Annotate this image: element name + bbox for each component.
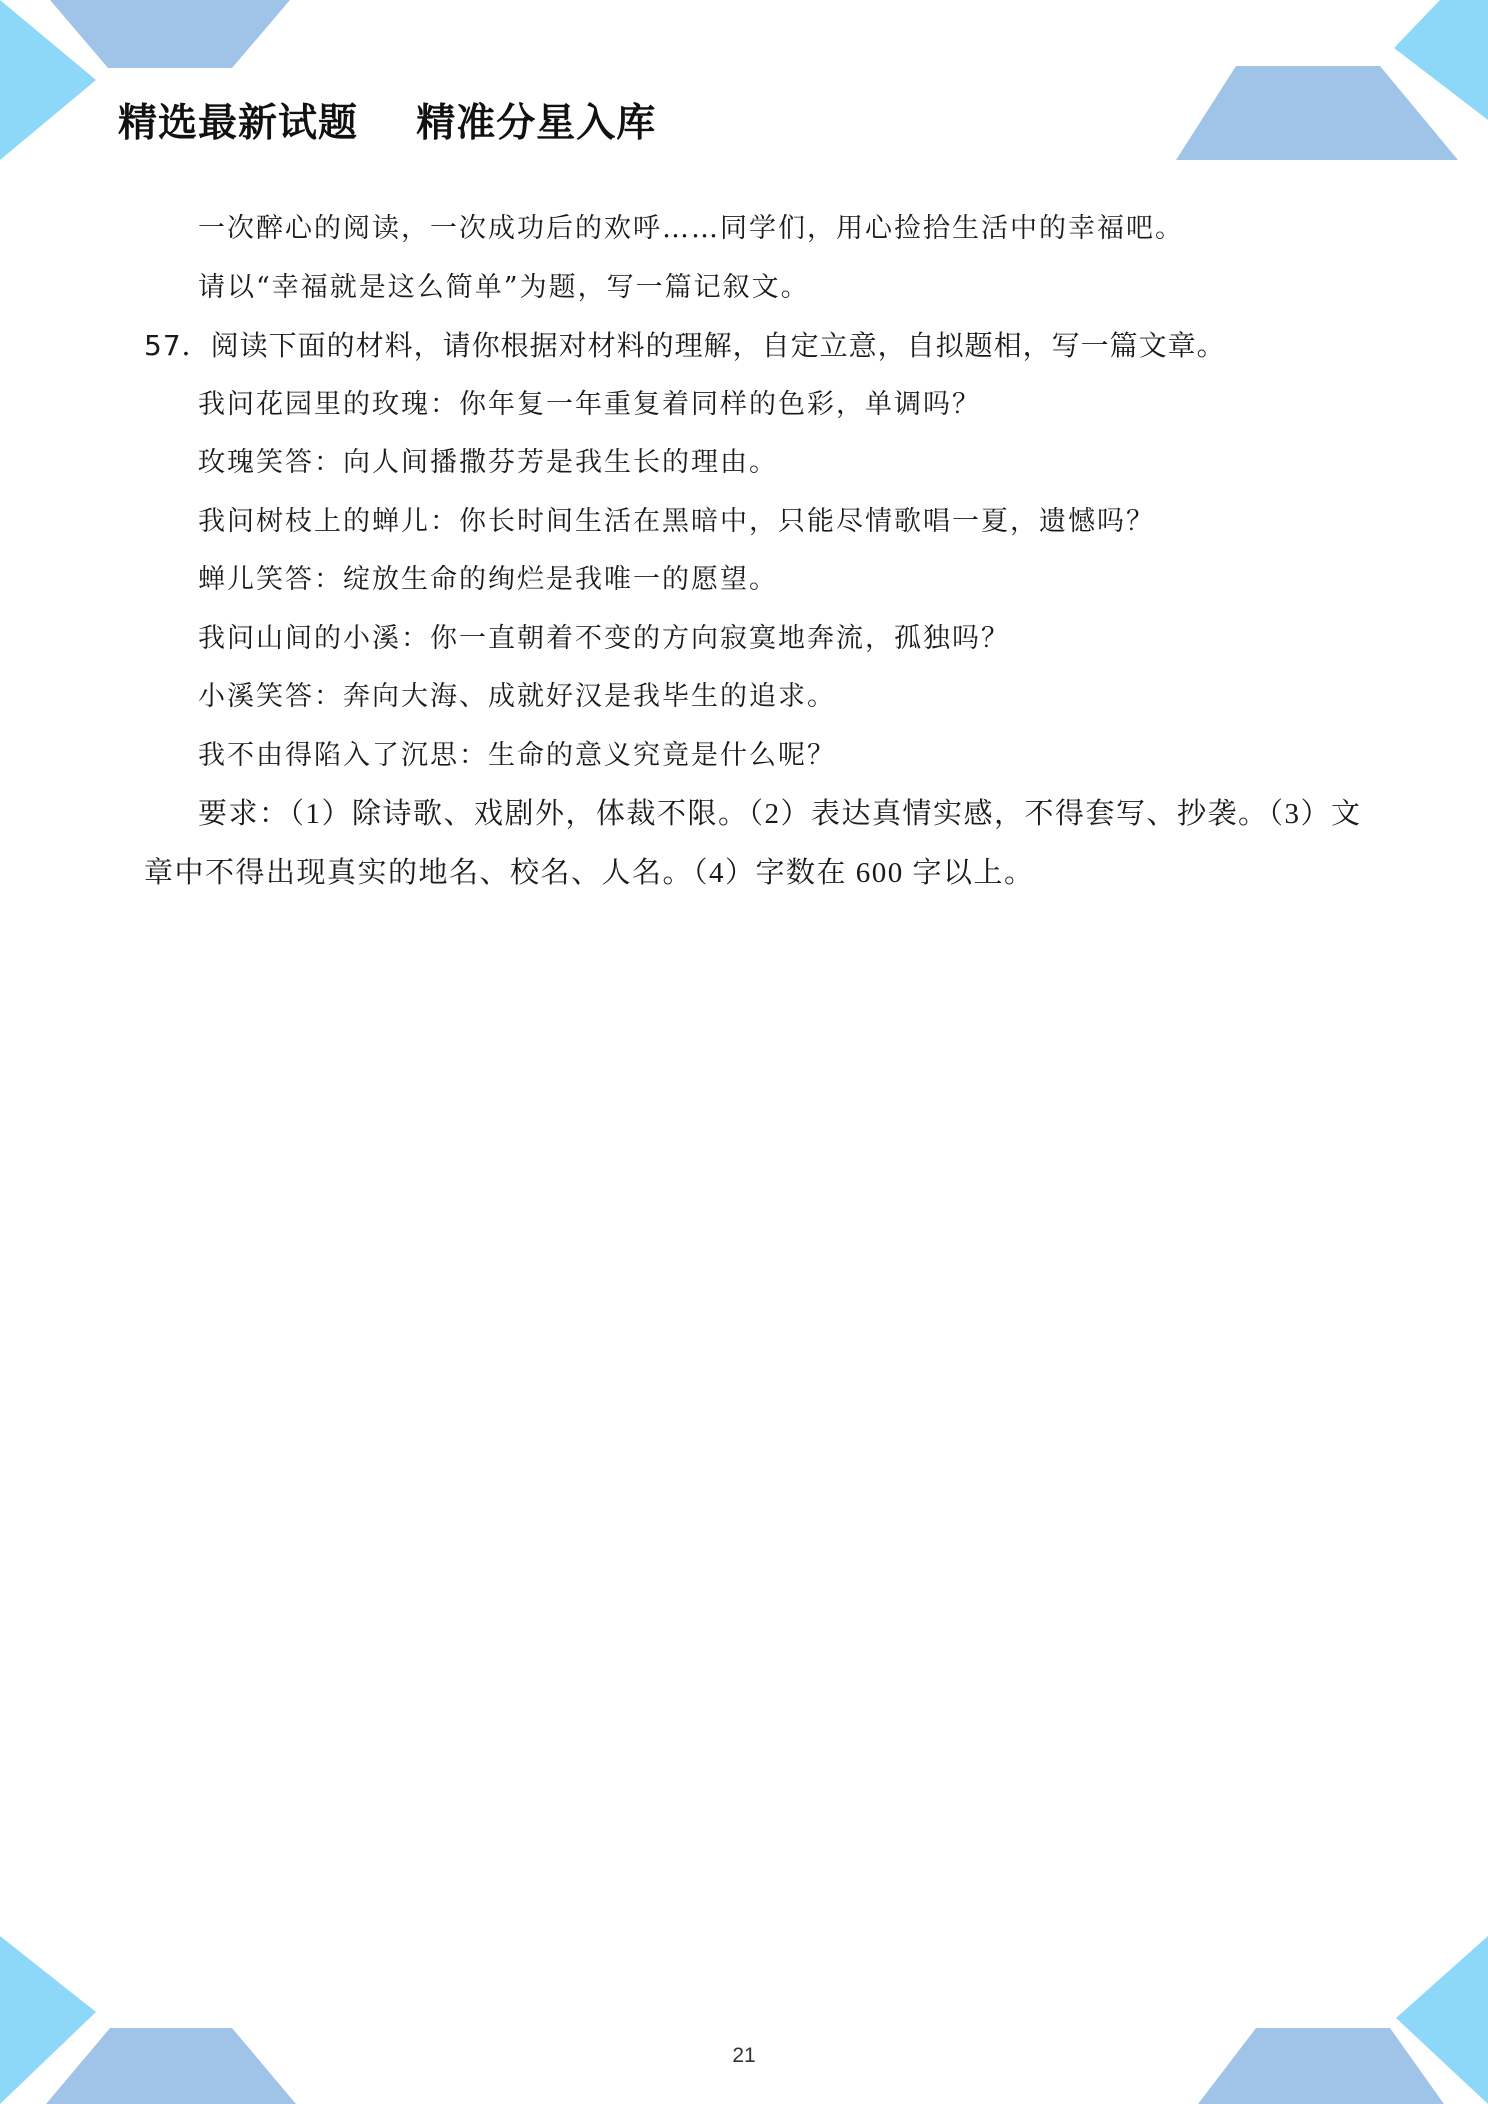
requirements-line: 章中不得出现真实的地名、校名、人名。（4）字数在 600 字以上。 bbox=[144, 856, 1035, 889]
header-title: 精选最新试题 精准分星入库 bbox=[118, 101, 657, 146]
document-body bbox=[144, 200, 1362, 902]
page-number: 21 bbox=[732, 2044, 756, 2067]
top-right-decoration bbox=[1176, 0, 1488, 160]
body-line: 我问树枝上的蝉儿：你长时间生活在黑暗中，只能尽情歌唱一夏，遗憾吗？ bbox=[198, 505, 1155, 537]
top-right-trapezoid bbox=[1176, 66, 1458, 160]
body-line: 我不由得陷入了沉思：生命的意义究竟是什么呢？ bbox=[198, 739, 836, 771]
body-line: 我问山间的小溪：你一直朝着不变的方向寂寞地奔流，孤独吗？ bbox=[198, 622, 1010, 654]
question-heading: 57．阅读下面的材料，请你根据对材料的理解，自定立意，自拟题相，写一篇文章。 bbox=[144, 329, 1226, 362]
body-line: 小溪笑答：奔向大海、成就好汉是我毕生的追求。 bbox=[198, 681, 836, 712]
bottom-right-decoration bbox=[1198, 1936, 1488, 2104]
body-line: 请以“幸福就是这么简单”为题，写一篇记叙文。 bbox=[198, 271, 810, 303]
requirements-line: 要求：（1）除诗歌、戏剧外，体裁不限。（2）表达真情实感，不得套写、抄袭。（3）文 bbox=[198, 798, 1362, 830]
bottom-left-decoration bbox=[0, 1936, 296, 2104]
body-line: 蝉儿笑答：绽放生命的绚烂是我唯一的愿望。 bbox=[198, 564, 778, 595]
top-left-trapezoid bbox=[50, 0, 290, 68]
body-line: 玫瑰笑答：向人间播撒芬芳是我生长的理由。 bbox=[198, 447, 778, 478]
body-line: 一次醉心的阅读，一次成功后的欢呼……同学们，用心捡拾生活中的幸福吧。 bbox=[198, 213, 1184, 244]
body-line: 我问花园里的玫瑰：你年复一年重复着同样的色彩，单调吗？ bbox=[198, 388, 981, 420]
